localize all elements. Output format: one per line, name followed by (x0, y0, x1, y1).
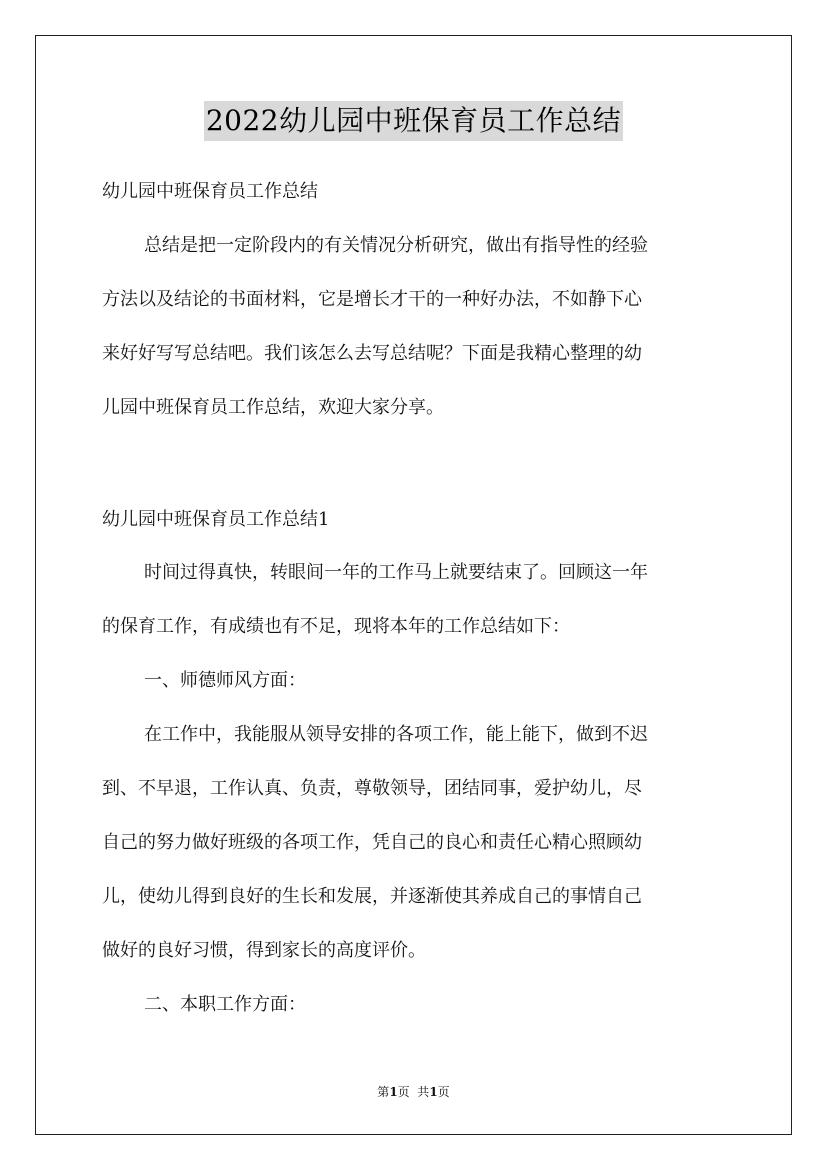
sub-line: 做好的良好习惯，得到家长的高度评价。 (102, 940, 426, 961)
footer-suffix: 页 (437, 1085, 450, 1099)
sub-heading: 二、本职工作方面： (144, 994, 306, 1015)
footer-prefix: 第 (377, 1085, 390, 1099)
intro-line: 儿园中班保育员工作总结，欢迎大家分享。 (102, 397, 444, 418)
section-heading: 幼儿园中班保育员工作总结1 (102, 509, 330, 530)
intro-line: 来好好写写总结吧。我们该怎么去写总结呢？下面是我精心整理的幼 (102, 343, 642, 364)
section-line: 时间过得真快，转眼间一年的工作马上就要结束了。回顾这一年 (144, 562, 648, 583)
sub-line: 在工作中，我能服从领导安排的各项工作，能上能下，做到不迟 (144, 724, 648, 745)
footer-page-current: 1 (389, 1085, 398, 1099)
section-line: 的保育工作，有成绩也有不足，现将本年的工作总结如下： (102, 616, 570, 637)
document-title: 2022幼儿园中班保育员工作总结 (204, 101, 623, 141)
footer-page-total: 1 (429, 1085, 438, 1099)
document-title-wrap (0, 101, 827, 141)
subtitle: 幼儿园中班保育员工作总结 (102, 181, 318, 202)
sub-heading: 一、师德师风方面： (144, 670, 306, 691)
footer-mid: 页 共 (397, 1085, 430, 1099)
sub-line: 自己的努力做好班级的各项工作，凭自己的良心和责任心精心照顾幼 (102, 832, 642, 853)
sub-line: 到、不早退，工作认真、负责，尊敬领导，团结同事，爱护幼儿，尽 (102, 778, 642, 799)
intro-line: 方法以及结论的书面材料，它是增长才干的一种好办法，不如静下心 (102, 289, 642, 310)
page-footer (0, 1083, 827, 1101)
sub-line: 儿，使幼儿得到良好的生长和发展，并逐渐使其养成自己的事情自己 (102, 886, 642, 907)
intro-line: 总结是把一定阶段内的有关情况分析研究，做出有指导性的经验 (144, 235, 648, 256)
